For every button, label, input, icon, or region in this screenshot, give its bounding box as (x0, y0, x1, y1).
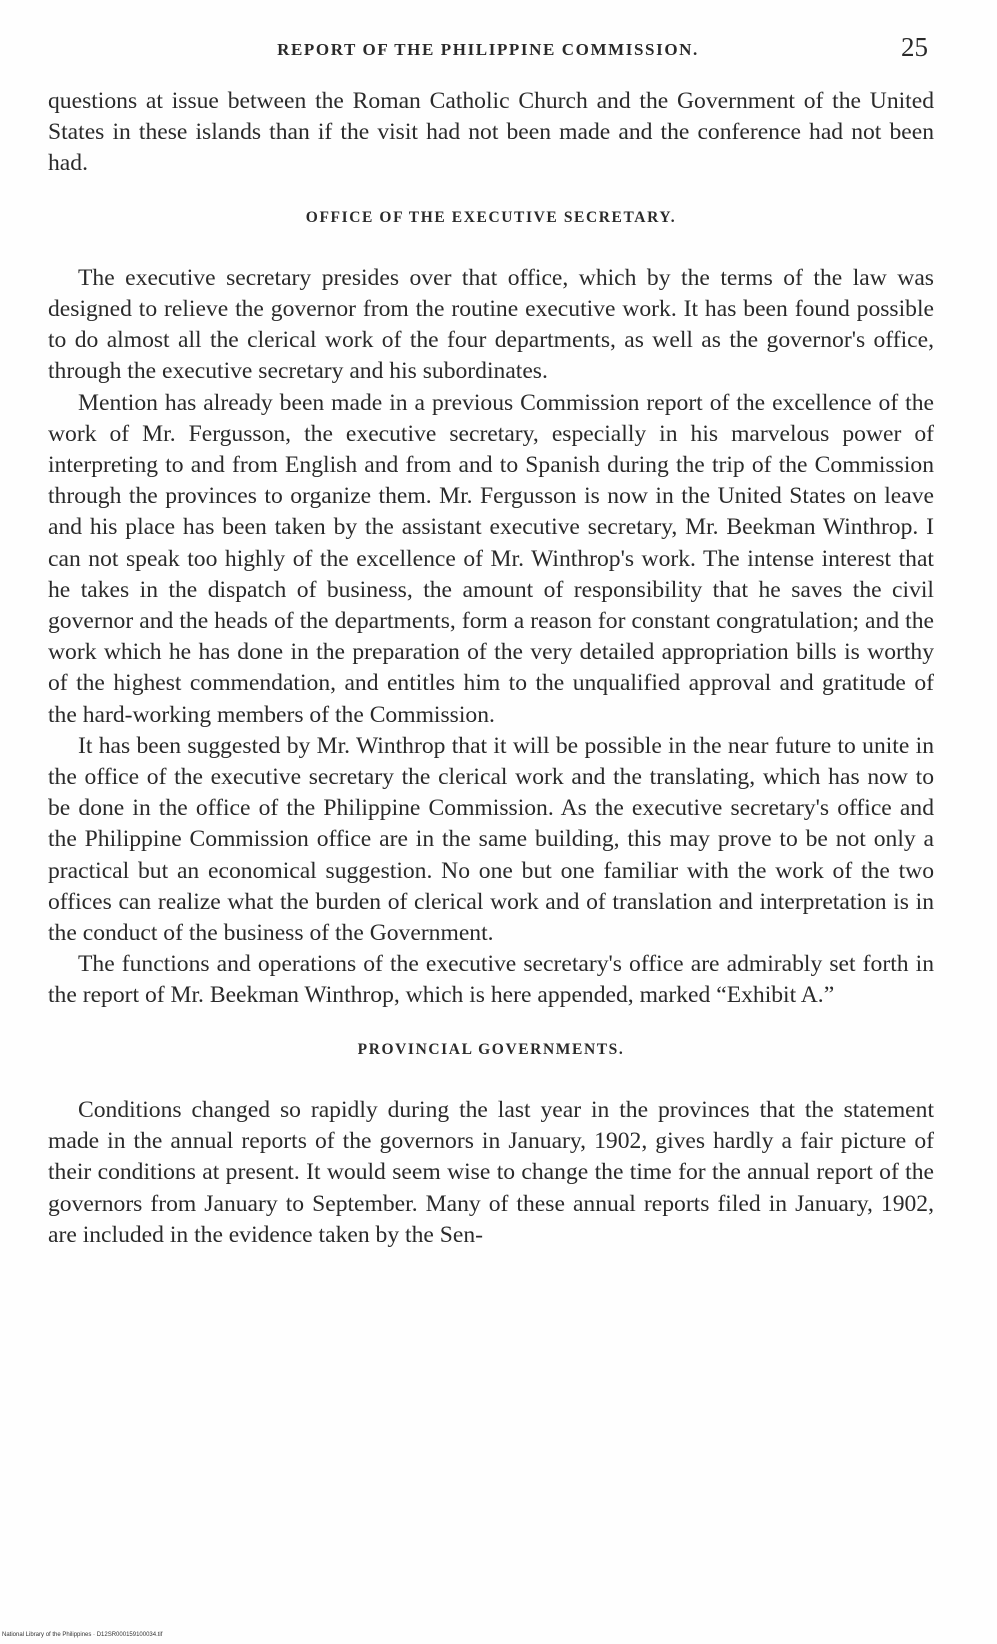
paragraph-unite-offices: It has been suggested by Mr. Winthrop that it will be possible in the near future to unite in the office of the executive secretary the clerical work and the translating, which has now to be done in the office of the Philippine Commission. As the executive secretary's office and the Philippine Commission office are in the same building, this may prove to be not only a practical but an economical suggestion. No one but one familiar with the work of the two offices can realize what the burden of clerical work and of translation and interpretation is in the conduct of the business of the Government. (48, 732, 934, 947)
page-number: 25 (901, 32, 928, 62)
paragraph-provincial-conditions: Conditions changed so rapidly during the last year in the provinces that the statement made in the annual reports of the governors in January, 1902, gives hardly a fair picture of their conditions at present. It would seem wise to change the time for the annual report of the governors from January to September. Many of these annual reports filed in January, 1902, are included in the evidence taken by the Sen- (48, 1096, 934, 1248)
running-title: REPORT OF THE PHILIPPINE COMMISSION. (277, 40, 699, 59)
scan-credit: National Library of the Philippines · D12SR000159100034.tif (2, 1632, 163, 1638)
body-text (48, 86, 934, 1251)
paragraph-fergusson-winthrop: Mention has already been made in a previous Commission report of the excellence of the work of Mr. Fergusson, the executive secretary, especially in his marvelous power of interpreting to and from English and from and to Spanish during the trip of the Commission through the provinces to organize them. Mr. Fergusson is now in the United States on leave and his place has been taken by the assistant executive secretary, Mr. Beekman Winthrop. I can not speak too highly of the excellence of Mr. Winthrop's work. The intense interest that he takes in the dispatch of business, the amount of responsibility that he saves the civil governor and the heads of the departments, form a reason for constant congratulation; and the work which he has done in the preparation of the very detailed appropriation bills is worthy of the highest commendation, and entitles him to the unqualified approval and gratitude of the hard-working members of the Commission. (48, 389, 934, 728)
paragraph-executive-secretary-duties: The executive secretary presides over that office, which by the terms of the law was designed to relieve the governor from the routine executive work. It has been found possible to do almost all the clerical work of the four departments, as well as the governor's office, through the executive secretary and his subordinates. (48, 264, 934, 385)
paragraph-exhibit-a: The functions and operations of the executive secretary's office are admirably set forth in the report of Mr. Beekman Winthrop, which is here appended, marked “Exhibit A.” (48, 951, 934, 1009)
section-heading-executive-secretary: OFFICE OF THE EXECUTIVE SECRETARY. (305, 208, 677, 226)
paragraph-continuation: questions at issue between the Roman Catholic Church and the Government of the United States in these islands than if the visit had not been made and the conference had not been had. (48, 88, 934, 177)
section-heading-provincial-governments: PROVINCIAL GOVERNMENTS. (357, 1040, 625, 1058)
running-head (48, 32, 928, 70)
